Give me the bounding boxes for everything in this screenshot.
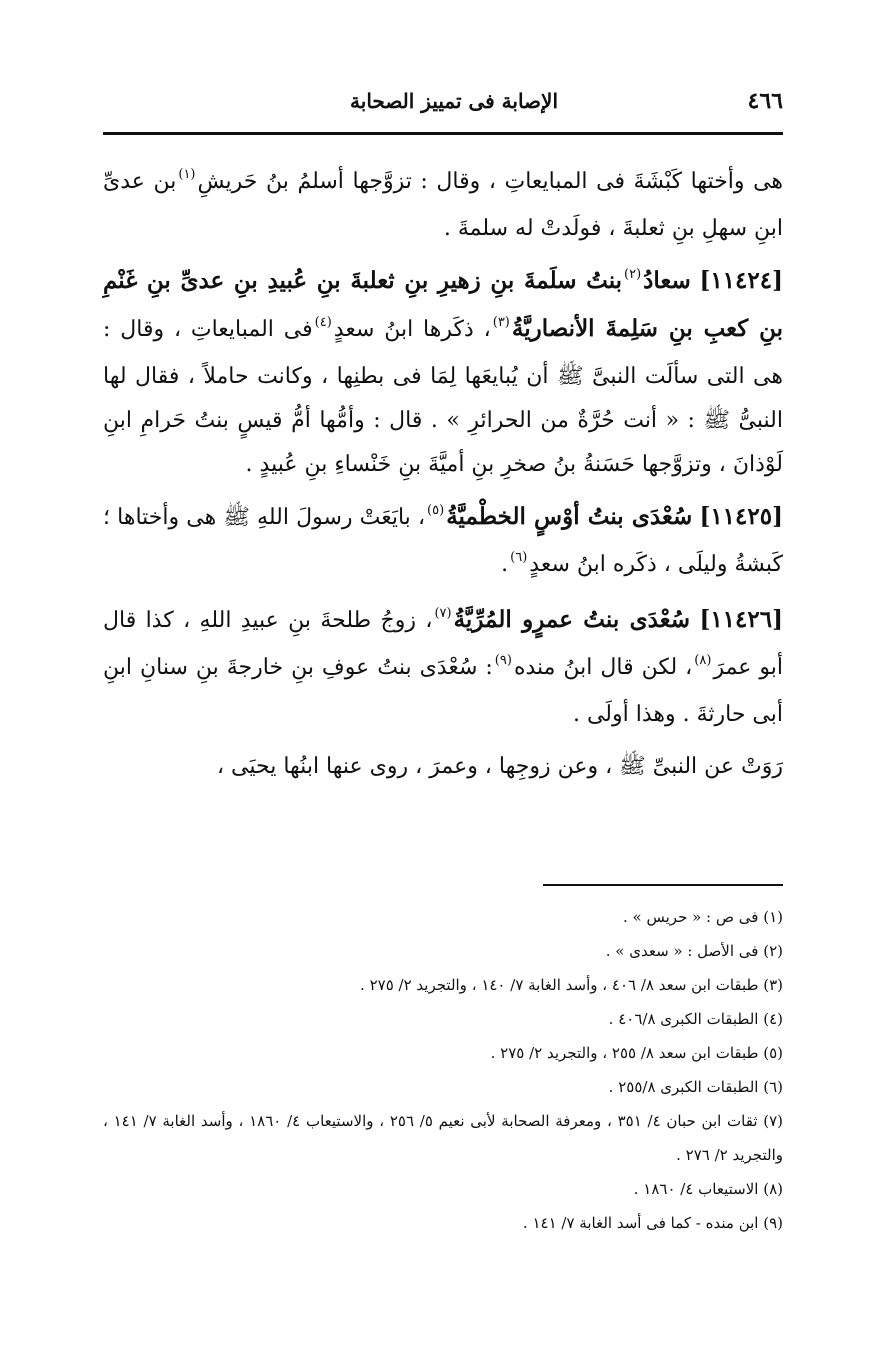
footnote-ref: (٨) <box>694 653 712 668</box>
footnote-ref: (٧) <box>434 606 452 621</box>
entry-name: بنتُ سلَمةَ بنِ زهيرِ بنِ ثعلبةَ بنِ عُبيدِ بنِ عدىِّ بنِ غَنْمِ بنِ كعبِ بنِ سَلِمةَ الأنصاريَّةُ <box>103 267 784 342</box>
entry-name: سُعْدَى بنتُ أوْسٍ الخطْميَّةُ <box>446 503 693 530</box>
entry-11424 <box>103 259 783 487</box>
footnote-ref: (٥) <box>427 503 445 518</box>
opening-paragraph <box>103 160 783 251</box>
main-text <box>103 160 783 797</box>
text-run: بن عدىِّ ابنِ سهلِ بنِ ثعلبةَ ، فولَدتْ له سلمةَ . <box>103 169 783 241</box>
entry-number: [١١٤٢٥] <box>699 503 783 530</box>
text-run: هى وأختها كَبْشَةَ فى المبايعاتِ ، وقال : تزوَّجها أسلمُ بنُ حَريشِ <box>197 169 784 194</box>
text-run: ، ذكَرها ابنُ سعدٍ <box>333 317 491 342</box>
footnote-ref: (٢) <box>624 267 642 282</box>
text-run: ، لكن قال ابنُ منده <box>513 655 693 680</box>
footnote: (٧) ثقات ابن حبان ٤/ ٣٥١ ، ومعرفة الصحابة لأبى نعيم ٥/ ٢٥٦ ، والاستيعاب ٤/ ١٨٦٠ ، وأسد الغابة ٧/ ١٤١ ، والتجريد ٢/ ٢٧٦ . <box>103 1112 784 1164</box>
entry-name: سعادُ <box>643 267 691 294</box>
text-run: . <box>501 552 509 577</box>
entry-number: [١١٤٢٤] <box>699 267 783 294</box>
footnote: (٢) فى الأصل : « سعدى » . <box>605 942 783 960</box>
footnote: (٤) الطبقات الكبرى ٤٠٦/٨ . <box>608 1010 783 1028</box>
page-number: ٤٦٦ <box>747 88 783 114</box>
footnotes-list <box>103 900 783 1240</box>
closing-paragraph <box>103 745 783 789</box>
footnote: (٨) الاستيعاب ٤/ ١٨٦٠ . <box>633 1180 783 1198</box>
footnote-ref: (٣) <box>492 315 510 330</box>
entry-11426 <box>103 598 783 737</box>
footnote-divider <box>543 884 783 886</box>
running-title: الإصابة فى تمييز الصحابة <box>350 89 558 113</box>
footnote-ref: (٩) <box>494 653 512 668</box>
page-header <box>103 86 783 126</box>
footnote: (٣) طبقات ابن سعد ٨/ ٤٠٦ ، وأسد الغابة ٧/ ١٤٠ ، والتجريد ٢/ ٢٧٥ . <box>360 976 783 994</box>
footnote: (٦) الطبقات الكبرى ٢٥٥/٨ . <box>608 1078 783 1096</box>
footnote: (١) فى ص : « حريس » . <box>623 908 783 926</box>
text-run: رَوَتْ عن النبىِّ ﷺ ، وعن زوجِها ، وعمرَ ، روى عنها ابنُها يحيَى ، <box>216 754 783 779</box>
footnote-ref: (١) <box>178 167 196 182</box>
text-run: ، زوجُ طلحةَ بنِ عبيدِ اللهِ ، كذا قال أبو عمرَ <box>103 608 784 680</box>
footnote: (٥) طبقات ابن سعد ٨/ ٢٥٥ ، والتجريد ٢/ ٢٧٥ . <box>490 1044 783 1062</box>
footnote: (٩) ابن منده - كما فى أسد الغابة ٧/ ١٤١ . <box>522 1214 783 1232</box>
text-run: ، بايَعَتْ رسولَ اللهِ ﷺ هى وأختاها ؛ كَبشةُ وليلَى ، ذكَره ابنُ سعدٍ <box>103 505 783 577</box>
entry-11425 <box>103 495 783 590</box>
entry-name: سُعْدَى بنتُ عمرٍو المُرِّيَّةُ <box>453 606 691 633</box>
text-run: فى المبايعاتِ ، وقال : هى التى سألَت النبىَّ ﷺ أن يُبايعَها لِمَا فى بطنِها ، وكانت حاملاً ، فقال لها النبىُّ ﷺ : « أنت حُرَّةٌ من الحرائرِ » . قال : وأمُّها أمُّ قيسٍ بنتُ حَرامِ ابنِ لَوْذانَ ، وتزوَّجها حَسَنةُ بنُ صخرِ بنِ أميَّةَ بنِ خَنْساءِ بنِ عُبيدٍ . <box>103 317 783 477</box>
entry-number: [١١٤٢٦] <box>699 606 783 633</box>
footnote-ref: (٤) <box>314 315 332 330</box>
header-divider <box>103 132 783 135</box>
footnote-ref: (٦) <box>510 550 528 565</box>
text-run: : سُعْدَى بنتُ عوفِ بنِ خارجةَ بنِ سنانِ ابنِ أبى حارثةَ . وهذا أولَى . <box>103 655 783 727</box>
